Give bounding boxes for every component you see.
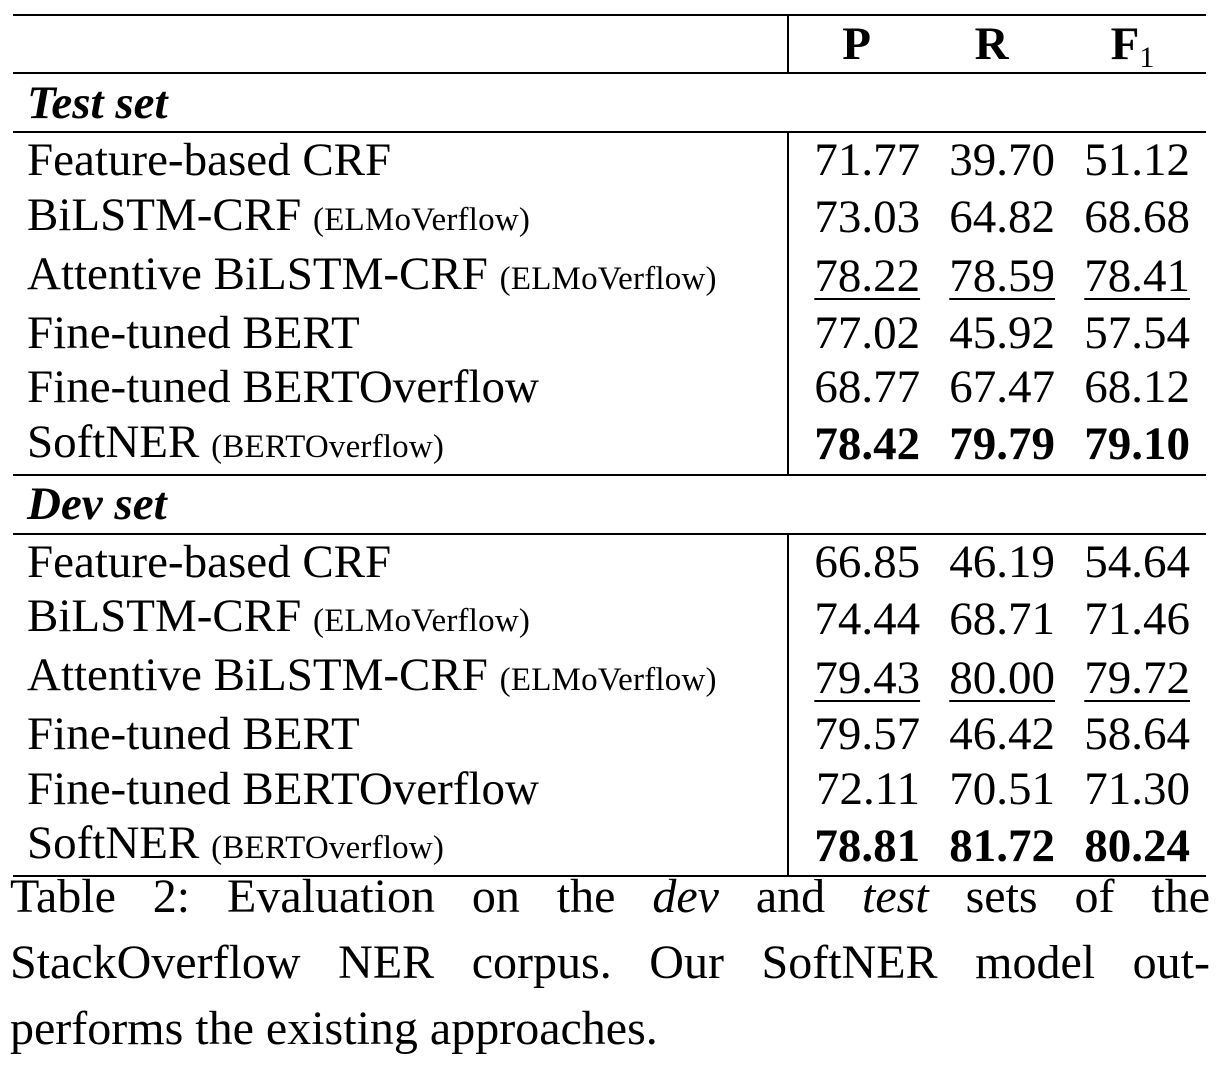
score-cell-r — [924, 360, 1059, 415]
score-cell-p — [788, 762, 924, 817]
model-name: BiLSTM-CRF — [27, 188, 302, 241]
model-embedding-note: (BERTOverflow) — [211, 830, 445, 866]
model-embedding-note: (ELMoVerflow) — [313, 201, 531, 238]
score-f1: 71.46 — [1084, 592, 1190, 645]
score-cell-r — [924, 707, 1059, 762]
model-name: SoftNER — [27, 817, 200, 869]
score-r: 45.92 — [949, 306, 1056, 359]
score-p: 79.43 — [814, 651, 921, 704]
model-name-cell — [13, 132, 788, 188]
model-name-cell — [13, 648, 788, 707]
score-cell-f1 — [1059, 648, 1206, 707]
score-cell-f1 — [1059, 415, 1206, 475]
score-f1: 58.64 — [1084, 708, 1190, 761]
score-r: 67.47 — [949, 361, 1056, 414]
table-row — [13, 247, 1206, 306]
score-cell-r — [924, 247, 1059, 306]
model-name-cell — [13, 534, 788, 590]
score-p: 73.03 — [814, 191, 921, 243]
score-p: 78.42 — [814, 418, 921, 470]
score-cell-f1 — [1059, 247, 1206, 306]
model-name: Feature-based CRF — [27, 535, 392, 588]
section-header-row — [13, 475, 1206, 534]
model-name: Fine-tuned BERT — [27, 306, 360, 359]
score-cell-r — [924, 762, 1059, 817]
caption-lead: Table 2: Evaluation on the — [10, 870, 653, 923]
table-caption — [10, 864, 1210, 1062]
score-p: 71.77 — [814, 134, 921, 187]
score-r: 46.19 — [949, 535, 1056, 588]
score-cell-f1 — [1059, 534, 1206, 590]
model-name-cell — [13, 762, 788, 817]
score-cell-p — [788, 648, 924, 707]
score-f1: 79.72 — [1084, 651, 1190, 704]
score-p: 79.57 — [814, 708, 921, 761]
score-f1: 51.12 — [1084, 134, 1190, 187]
score-p: 77.02 — [814, 306, 921, 359]
score-cell-p — [788, 360, 924, 415]
score-cell-r — [924, 306, 1059, 361]
table-row — [13, 707, 1206, 762]
score-f1: 57.54 — [1084, 306, 1190, 359]
model-name-cell — [13, 360, 788, 415]
score-f1: 79.10 — [1084, 418, 1190, 470]
score-cell-f1 — [1059, 762, 1206, 817]
model-name-cell — [13, 247, 788, 306]
table-row — [13, 306, 1206, 361]
score-r: 64.82 — [949, 191, 1056, 243]
score-f1: 78.41 — [1084, 250, 1190, 302]
header-blank-cell — [13, 15, 788, 73]
model-name-cell — [13, 306, 788, 361]
score-cell-p — [788, 247, 924, 306]
header-f1-subscript: 1 — [1139, 41, 1155, 74]
model-embedding-note: (ELMoVerflow) — [313, 603, 531, 639]
score-cell-p — [788, 707, 924, 762]
table-row — [13, 188, 1206, 247]
model-name: BiLSTM-CRF — [27, 590, 302, 642]
model-name: Feature-based CRF — [27, 134, 392, 187]
header-f1 — [1059, 15, 1206, 73]
model-name: Fine-tuned BERTOverflow — [27, 361, 539, 414]
table-body — [13, 73, 1206, 876]
score-cell-f1 — [1059, 306, 1206, 361]
score-cell-p — [788, 589, 924, 648]
score-f1: 68.68 — [1084, 191, 1190, 243]
score-r: 78.59 — [949, 250, 1056, 302]
score-cell-r — [924, 648, 1059, 707]
model-name: Attentive BiLSTM-CRF — [27, 649, 488, 701]
score-cell-p — [788, 188, 924, 247]
model-name-cell — [13, 707, 788, 762]
model-embedding-note: (BERTOverflow) — [211, 428, 445, 465]
model-embedding-note: (ELMoVerflow) — [499, 662, 717, 698]
score-cell-p — [788, 306, 924, 361]
score-p: 74.44 — [814, 592, 921, 645]
score-cell-f1 — [1059, 132, 1206, 188]
table-row — [13, 762, 1206, 817]
score-r: 46.42 — [949, 708, 1056, 761]
score-cell-r — [924, 132, 1059, 188]
score-p: 78.22 — [814, 250, 921, 302]
header-recall: R — [924, 15, 1059, 73]
score-p: 68.77 — [814, 361, 921, 414]
score-cell-f1 — [1059, 188, 1206, 247]
header-precision: P — [788, 15, 924, 73]
score-r: 70.51 — [949, 762, 1056, 815]
score-p: 78.81 — [814, 819, 921, 872]
score-cell-f1 — [1059, 360, 1206, 415]
table-row — [13, 648, 1206, 707]
model-name: Fine-tuned BERT — [27, 708, 360, 761]
table-row — [13, 589, 1206, 648]
score-r: 81.72 — [949, 819, 1056, 872]
header-f1-letter: F — [1110, 18, 1140, 70]
results-table — [13, 14, 1206, 877]
model-name: SoftNER — [27, 415, 200, 468]
score-r: 68.71 — [949, 592, 1056, 645]
score-p: 72.11 — [816, 762, 921, 815]
model-name-cell — [13, 188, 788, 247]
header-row — [13, 15, 1206, 73]
score-r: 39.70 — [949, 134, 1056, 187]
section-label: Test set — [13, 73, 1206, 132]
model-name: Fine-tuned BERTOverflow — [27, 762, 539, 815]
score-cell-f1 — [1059, 707, 1206, 762]
score-f1: 68.12 — [1084, 361, 1190, 414]
score-cell-p — [788, 534, 924, 590]
model-name-cell — [13, 589, 788, 648]
score-p: 66.85 — [814, 535, 921, 588]
score-cell-r — [924, 534, 1059, 590]
table-row — [13, 360, 1206, 415]
score-cell-r — [924, 415, 1059, 475]
score-cell-r — [924, 188, 1059, 247]
section-header-row — [13, 73, 1206, 132]
score-f1: 71.30 — [1084, 762, 1190, 815]
caption-emphasis-dev: dev — [652, 870, 719, 923]
score-cell-r — [924, 589, 1059, 648]
table-row — [13, 132, 1206, 188]
score-r: 80.00 — [949, 651, 1056, 704]
score-cell-p — [788, 132, 924, 188]
score-f1: 80.24 — [1084, 819, 1190, 872]
score-cell-f1 — [1059, 589, 1206, 648]
model-name: Attentive BiLSTM-CRF — [27, 247, 488, 300]
caption-emphasis-test: test — [862, 870, 929, 923]
score-r: 79.79 — [949, 418, 1056, 470]
model-embedding-note: (ELMoVerflow) — [499, 260, 717, 297]
caption-tail: sets of the StackOverflow NER corpus. Our SoftNER model outperforms the existing approaches. — [10, 870, 1211, 1055]
score-cell-p — [788, 415, 924, 475]
section-label: Dev set — [13, 475, 1206, 534]
caption-mid: and — [718, 870, 863, 923]
table-row — [13, 534, 1206, 590]
score-f1: 54.64 — [1084, 535, 1190, 588]
model-name-cell — [13, 415, 788, 475]
table-row — [13, 415, 1206, 475]
